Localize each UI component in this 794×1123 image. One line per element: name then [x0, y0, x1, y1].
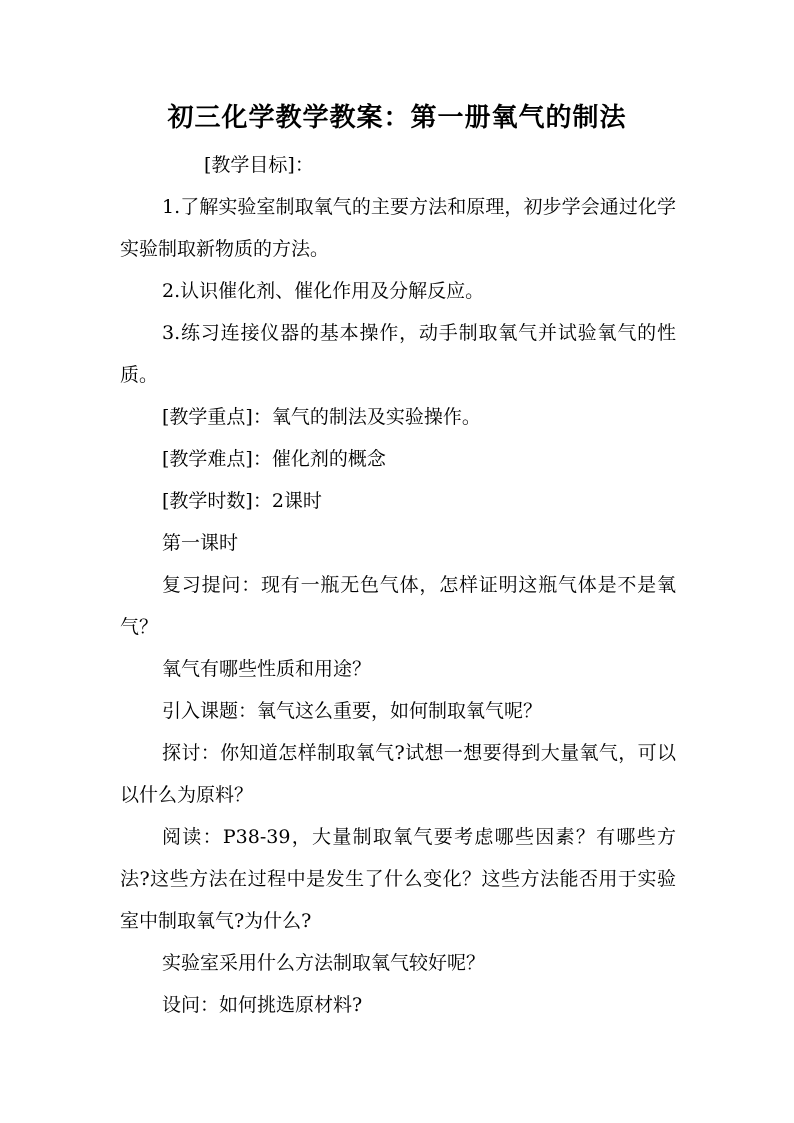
- body-paragraph: 复习提问：现有一瓶无色气体，怎样证明这瓶气体是不是氧气？: [120, 574, 676, 638]
- class-hours: [教学时数]：2课时: [162, 490, 322, 512]
- section-heading-objectives: [教学目标]：: [204, 154, 314, 176]
- document-body: [120, 144, 676, 1026]
- objective-item: 2.认识催化剂、催化作用及分解反应。: [162, 280, 485, 302]
- difficulties: [教学难点]：催化剂的概念: [162, 448, 386, 470]
- body-paragraph: 氧气有哪些性质和用途？: [162, 658, 372, 680]
- body-paragraph: 实验室采用什么方法制取氧气较好呢？: [162, 952, 486, 974]
- document-title: 初三化学教学教案：第一册氧气的制法: [167, 103, 627, 133]
- body-paragraph: 探讨：你知道怎样制取氧气?试想一想要得到大量氧气，可以以什么为原料？: [120, 742, 676, 806]
- body-paragraph: 引入课题：氧气这么重要，如何制取氧气呢？: [162, 700, 543, 722]
- body-paragraph: 阅读：P38-39，大量制取氧气要考虑哪些因素？有哪些方法?这些方法在过程中是发生了什么变化？这些方法能否用于实验室中制取氧气?为什么?: [120, 826, 676, 932]
- body-paragraph: 设问：如何挑选原材料?: [162, 994, 363, 1016]
- key-points: [教学重点]：氧气的制法及实验操作。: [162, 406, 481, 428]
- lesson-heading: 第一课时: [162, 532, 239, 554]
- objective-item: 3.练习连接仪器的基本操作，动手制取氧气并试验氧气的性质。: [120, 322, 676, 386]
- objective-item: 1.了解实验室制取氧气的主要方法和原理，初步学会通过化学实验制取新物质的方法。: [120, 196, 676, 260]
